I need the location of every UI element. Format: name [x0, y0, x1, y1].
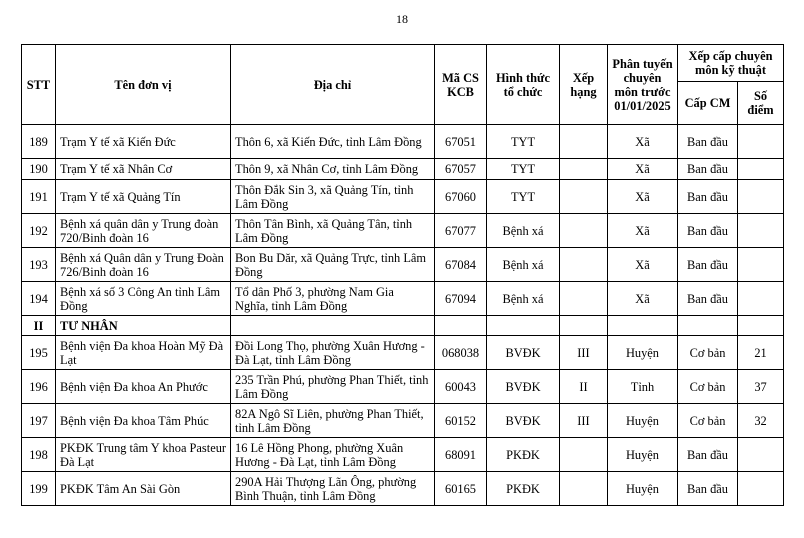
header-facility-code: Mã CS KCB — [435, 45, 487, 125]
cell-score — [738, 248, 784, 282]
cell-score — [738, 438, 784, 472]
cell-address: Đồi Long Thọ, phường Xuân Hương - Đà Lạt, tỉnh Lâm Đồng — [231, 336, 435, 370]
table-row — [22, 336, 784, 370]
cell-facility-code: 67077 — [435, 214, 487, 248]
cell-cap-cm: Ban đầu — [678, 125, 738, 159]
cell-facility-code: 67094 — [435, 282, 487, 316]
table-row — [22, 282, 784, 316]
cell-facility-code: 67057 — [435, 159, 487, 180]
cell-cap-cm: Cơ bản — [678, 336, 738, 370]
cell-address: 82A Ngô Sĩ Liên, phường Phan Thiết, tỉnh Lâm Đồng — [231, 404, 435, 438]
cell-cap-cm: Ban đầu — [678, 472, 738, 506]
section-number: II — [22, 316, 56, 336]
cell-organization-form: PKĐK — [487, 472, 560, 506]
cell-organization-form: BVĐK — [487, 404, 560, 438]
table-row — [22, 438, 784, 472]
cell-level: Huyện — [608, 336, 678, 370]
cell-stt: 193 — [22, 248, 56, 282]
table-row — [22, 125, 784, 159]
cell-score — [738, 125, 784, 159]
cell-level: Xã — [608, 248, 678, 282]
cell-address: 290A Hải Thượng Lãn Ông, phường Bình Thuận, tỉnh Lâm Đồng — [231, 472, 435, 506]
cell-organization-form: BVĐK — [487, 336, 560, 370]
cell-rank — [560, 438, 608, 472]
table-row — [22, 404, 784, 438]
cell-level: Xã — [608, 180, 678, 214]
cell-rank: III — [560, 404, 608, 438]
cell-stt: 191 — [22, 180, 56, 214]
cell-unit-name: Trạm Y tế xã Nhân Cơ — [56, 159, 231, 180]
cell-address: Thôn 9, xã Nhân Cơ, tỉnh Lâm Đồng — [231, 159, 435, 180]
cell-facility-code: 67060 — [435, 180, 487, 214]
cell-stt: 199 — [22, 472, 56, 506]
table-row — [22, 214, 784, 248]
cell-stt: 195 — [22, 336, 56, 370]
cell-score — [738, 180, 784, 214]
page-number: 18 — [396, 12, 408, 26]
cell-rank — [560, 248, 608, 282]
header-technical-level: Xếp cấp chuyên môn kỹ thuật — [678, 45, 784, 82]
header-cap-cm: Cấp CM — [678, 82, 738, 125]
cell-facility-code: 60152 — [435, 404, 487, 438]
cell-cap-cm: Ban đầu — [678, 248, 738, 282]
cell-address: Thôn 6, xã Kiến Đức, tỉnh Lâm Đồng — [231, 125, 435, 159]
cell-level: Xã — [608, 282, 678, 316]
cell-rank — [560, 180, 608, 214]
cell-score: 37 — [738, 370, 784, 404]
cell-stt: 192 — [22, 214, 56, 248]
cell-facility-code: 68091 — [435, 438, 487, 472]
section-row — [22, 316, 784, 336]
cell-facility-code: 67084 — [435, 248, 487, 282]
cell-facility-code: 068038 — [435, 336, 487, 370]
header-rank: Xếp hạng — [560, 45, 608, 125]
cell-rank — [560, 282, 608, 316]
cell-address: 16 Lê Hồng Phong, phường Xuân Hương - Đà Lạt, tỉnh Lâm Đồng — [231, 438, 435, 472]
cell-unit-name: Bệnh xá số 3 Công An tỉnh Lâm Đồng — [56, 282, 231, 316]
cell-score — [738, 159, 784, 180]
cell-cap-cm: Ban đầu — [678, 180, 738, 214]
cell-organization-form: Bệnh xá — [487, 248, 560, 282]
table-row — [22, 159, 784, 180]
table-row — [22, 180, 784, 214]
header-score: Số điểm — [738, 82, 784, 125]
cell-score — [738, 282, 784, 316]
header-stt: STT — [22, 45, 56, 125]
cell-rank — [560, 159, 608, 180]
cell-rank: II — [560, 370, 608, 404]
cell-cap-cm: Cơ bản — [678, 404, 738, 438]
cell-unit-name: Trạm Y tế xã Kiến Đức — [56, 125, 231, 159]
cell-cap-cm: Cơ bản — [678, 370, 738, 404]
cell-level: Xã — [608, 125, 678, 159]
cell-level: Huyện — [608, 438, 678, 472]
cell-unit-name: PKĐK Trung tâm Y khoa Pasteur Đà Lạt — [56, 438, 231, 472]
cell-address: 235 Trần Phú, phường Phan Thiết, tỉnh Lâm Đồng — [231, 370, 435, 404]
cell-stt: 197 — [22, 404, 56, 438]
header-unit-name: Tên đơn vị — [56, 45, 231, 125]
cell-unit-name: Bệnh viện Đa khoa An Phước — [56, 370, 231, 404]
cell-organization-form: Bệnh xá — [487, 282, 560, 316]
cell-level: Huyện — [608, 472, 678, 506]
cell-cap-cm: Ban đầu — [678, 214, 738, 248]
cell-unit-name: Bệnh viện Đa khoa Hoàn Mỹ Đà Lạt — [56, 336, 231, 370]
cell-organization-form: BVĐK — [487, 370, 560, 404]
cell-organization-form: Bệnh xá — [487, 214, 560, 248]
cell-unit-name: Bệnh xá quân dân y Trung đoàn 720/Binh đoàn 16 — [56, 214, 231, 248]
cell-level: Xã — [608, 159, 678, 180]
cell-score: 21 — [738, 336, 784, 370]
cell-score — [738, 214, 784, 248]
cell-stt: 190 — [22, 159, 56, 180]
cell-unit-name: Bệnh xá Quân dân y Trung Đoàn 726/Binh đoàn 16 — [56, 248, 231, 282]
cell-rank — [560, 125, 608, 159]
cell-stt: 198 — [22, 438, 56, 472]
table-row — [22, 248, 784, 282]
cell-organization-form: TYT — [487, 180, 560, 214]
cell-unit-name: PKĐK Tâm An Sài Gòn — [56, 472, 231, 506]
header-level-before-2025: Phân tuyến chuyên môn trước 01/01/2025 — [608, 45, 678, 125]
cell-address: Tổ dân Phố 3, phường Nam Gia Nghĩa, tỉnh Lâm Đồng — [231, 282, 435, 316]
cell-facility-code: 67051 — [435, 125, 487, 159]
cell-stt: 194 — [22, 282, 56, 316]
cell-facility-code: 60043 — [435, 370, 487, 404]
cell-rank — [560, 214, 608, 248]
cell-address: Thôn Tân Bình, xã Quảng Tân, tỉnh Lâm Đồng — [231, 214, 435, 248]
cell-score — [738, 472, 784, 506]
cell-facility-code: 60165 — [435, 472, 487, 506]
cell-level: Xã — [608, 214, 678, 248]
cell-unit-name: Trạm Y tế xã Quảng Tín — [56, 180, 231, 214]
header-organization-form: Hình thức tổ chức — [487, 45, 560, 125]
cell-rank — [560, 472, 608, 506]
cell-cap-cm: Ban đầu — [678, 438, 738, 472]
cell-address: Bon Bu Dăr, xã Quảng Trực, tỉnh Lâm Đồng — [231, 248, 435, 282]
cell-rank: III — [560, 336, 608, 370]
cell-cap-cm: Ban đầu — [678, 159, 738, 180]
facility-table — [21, 44, 784, 506]
section-title: TƯ NHÂN — [56, 316, 231, 336]
cell-score: 32 — [738, 404, 784, 438]
cell-address: Thôn Đắk Sin 3, xã Quảng Tín, tỉnh Lâm Đồng — [231, 180, 435, 214]
cell-organization-form: TYT — [487, 159, 560, 180]
cell-organization-form: TYT — [487, 125, 560, 159]
table-row — [22, 370, 784, 404]
header-address: Địa chỉ — [231, 45, 435, 125]
table-row — [22, 472, 784, 506]
cell-unit-name: Bệnh viện Đa khoa Tâm Phúc — [56, 404, 231, 438]
cell-organization-form: PKĐK — [487, 438, 560, 472]
cell-level: Tỉnh — [608, 370, 678, 404]
cell-level: Huyện — [608, 404, 678, 438]
cell-cap-cm: Ban đầu — [678, 282, 738, 316]
cell-stt: 189 — [22, 125, 56, 159]
cell-stt: 196 — [22, 370, 56, 404]
